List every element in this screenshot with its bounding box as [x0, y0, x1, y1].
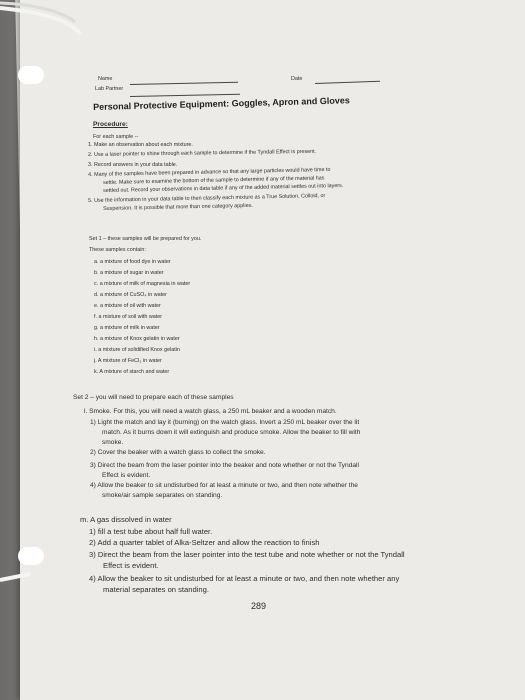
procedure-step: 5. Use the information in your data table to then classify each mixture as a True Solution, Colloid, or	[88, 193, 326, 204]
gas-step: 4) Allow the beaker to sit undisturbed for at least a minute or two, and then note whether any	[89, 574, 400, 583]
smoke-step: 3) Direct the beam from the laser pointer into the beaker and note whether or not the Tyndall	[90, 462, 359, 469]
gas-step: 3) Direct the beam from the laser pointer into the test tube and note whether or not the Tyndall	[89, 550, 405, 559]
set1-item: a. a mixture of food dye in water	[94, 259, 171, 265]
procedure-step: settled out. Record your observations in data table if any of the added material settles out into layers.	[103, 182, 344, 194]
smoke-step: 2) Cover the beaker with a watch glass to collect the smoke.	[90, 449, 266, 456]
set1-item: i. a mixture of solidified Knox gelatin	[94, 347, 180, 353]
set1-item: j. A mixture of FeCl₃ in water	[94, 358, 162, 364]
smoke-step: 1) Light the match and lay it (burning) on the watch glass. Invert a 250 mL beaker over the lit	[90, 419, 360, 426]
set2-heading: Set 2 – you will need to prepare each of these samples	[73, 394, 234, 401]
date-label: Date	[291, 76, 303, 82]
procedure-step: 3. Record answers in your data table.	[88, 162, 178, 168]
procedure-step: 4. Many of the samples have been prepared in advance so that any large particles would have time to	[88, 166, 331, 178]
smoke-item-label: l. Smoke. For this, you will need a watch glass, a 250 mL beaker and a wooden match.	[84, 408, 337, 415]
set1-item: h. a mixture of Knox gelatin in water	[94, 336, 180, 342]
procedure-intro: For each sample --	[93, 134, 139, 140]
name-label: Name	[98, 76, 113, 82]
lab-partner-label: Lab Partner	[95, 86, 124, 92]
set1-item: b. a mixture of sugar in water	[94, 270, 164, 276]
procedure-step: settle. Make sure to examine the bottom of the sample to determine if any of the material has	[103, 175, 325, 186]
smoke-step: Effect is evident.	[102, 472, 151, 479]
procedure-step: 1. Make an observation about each mixture.	[88, 142, 193, 148]
page-title: Personal Protective Equipment: Goggles, Apron and Gloves	[93, 95, 350, 112]
smoke-step: smoke.	[102, 439, 124, 446]
lab-partner-blank	[130, 94, 240, 97]
page-number: 289	[251, 601, 267, 611]
gas-step: 2) Add a quarter tablet of Alka-Seltzer and allow the reaction to finish	[89, 538, 320, 547]
name-blank	[130, 82, 238, 85]
set1-item: d. a mixture of CuSO₄ in water	[94, 292, 167, 298]
set1-item: c. a mixture of milk of magnesia in water	[94, 281, 191, 287]
smoke-step: match. As it burns down it will extinguish and produce smoke. Allow the beaker to fill with	[102, 429, 361, 436]
gas-item-label: m. A gas dissolved in water	[80, 515, 172, 524]
smoke-step: smoke/air sample separates on standing.	[102, 492, 223, 499]
set1-heading: Set 1 – these samples will be prepared for you.	[89, 236, 202, 242]
set1-item: e. a mixture of oil with water	[94, 303, 161, 309]
gas-step: material separates on standing.	[103, 585, 209, 594]
procedure-heading: Procedure:	[93, 121, 128, 128]
set1-subheading: These samples contain:	[89, 247, 146, 253]
gas-step: Effect is evident.	[103, 561, 159, 570]
procedure-step: 2. Use a laser pointer to shine through each sample to determine if the Tyndall Effect is present.	[88, 148, 317, 158]
smoke-step: 4) Allow the beaker to sit undisturbed for at least a minute or two, and then note whether the	[90, 482, 358, 489]
date-blank	[315, 81, 380, 84]
gas-step: 1) fill a test tube about half full water.	[89, 527, 213, 536]
set1-item: f. a mixture of soil with water	[94, 314, 163, 320]
set1-item: g. a mixture of milk in water	[94, 325, 160, 331]
procedure-step: Suspension. It is possible that more than one category applies.	[103, 202, 253, 212]
set1-item: k. A mixture of starch and water	[94, 369, 170, 375]
